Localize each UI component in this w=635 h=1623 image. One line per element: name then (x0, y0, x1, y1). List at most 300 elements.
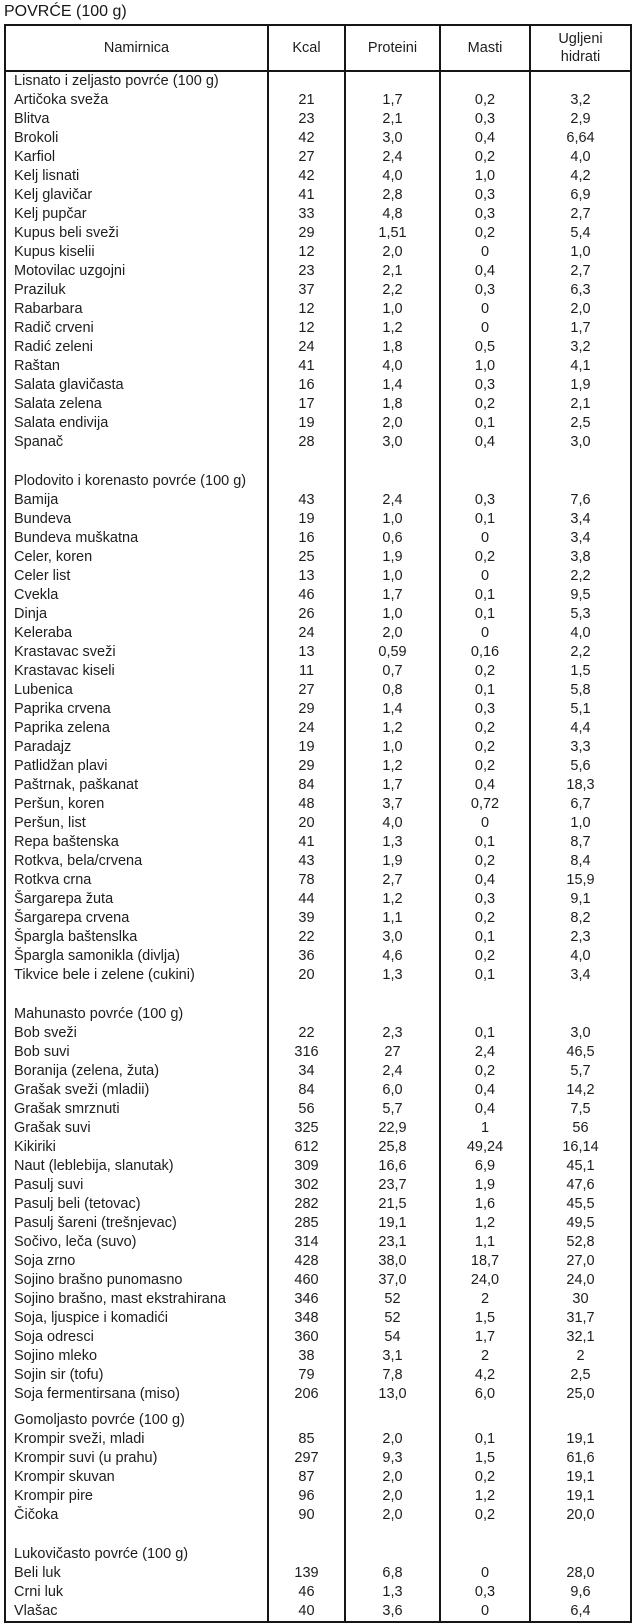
column-header-ugljeni-hidrati: Ugljeni hidrati (530, 25, 631, 71)
masti-cell: 0,1 (440, 510, 530, 529)
masti-cell: 0,2 (440, 719, 530, 738)
empty-cell (440, 1545, 530, 1564)
table-row (5, 833, 631, 852)
table-row (5, 624, 631, 643)
proteini-cell: 6,0 (345, 1081, 440, 1100)
food-name-cell: Šargarepa žuta (5, 890, 268, 909)
table-row (5, 1176, 631, 1195)
masti-cell: 0,3 (440, 491, 530, 510)
kcal-cell: 48 (268, 795, 345, 814)
kcal-cell: 316 (268, 1043, 345, 1062)
masti-cell: 0,2 (440, 224, 530, 243)
masti-cell: 49,24 (440, 1138, 530, 1157)
kcal-cell: 84 (268, 776, 345, 795)
empty-cell (530, 472, 631, 491)
ugljeni-hidrati-cell: 6,64 (530, 129, 631, 148)
masti-cell: 0,2 (440, 662, 530, 681)
table-row (5, 1157, 631, 1176)
food-name-cell: Lubenica (5, 681, 268, 700)
table-row (5, 1430, 631, 1449)
proteini-cell: 2,3 (345, 1024, 440, 1043)
proteini-cell: 23,7 (345, 1176, 440, 1195)
table-row (5, 110, 631, 129)
section-label-row (5, 1005, 631, 1024)
food-name-cell: Celer, koren (5, 548, 268, 567)
masti-cell: 0,2 (440, 1468, 530, 1487)
table-row (5, 1290, 631, 1309)
masti-cell: 0,4 (440, 1100, 530, 1119)
proteini-cell: 1,2 (345, 319, 440, 338)
ugljeni-hidrati-cell: 2,2 (530, 643, 631, 662)
table-header (5, 25, 631, 71)
table-row (5, 510, 631, 529)
masti-cell: 0 (440, 319, 530, 338)
empty-cell (5, 985, 268, 1005)
table-row (5, 966, 631, 985)
masti-cell: 0,4 (440, 433, 530, 452)
kcal-cell: 41 (268, 833, 345, 852)
ugljeni-hidrati-cell: 27,0 (530, 1252, 631, 1271)
proteini-cell: 27 (345, 1043, 440, 1062)
empty-cell (345, 452, 440, 472)
food-name-cell: Celer list (5, 567, 268, 586)
masti-cell: 0 (440, 567, 530, 586)
kcal-cell: 360 (268, 1328, 345, 1347)
kcal-cell: 90 (268, 1506, 345, 1525)
ugljeni-hidrati-cell: 4,0 (530, 148, 631, 167)
proteini-cell: 52 (345, 1290, 440, 1309)
ugljeni-hidrati-cell: 4,1 (530, 357, 631, 376)
table-row (5, 1062, 631, 1081)
ugljeni-hidrati-cell: 7,6 (530, 491, 631, 510)
masti-cell: 0,2 (440, 909, 530, 928)
table-row (5, 795, 631, 814)
kcal-cell: 12 (268, 243, 345, 262)
food-name-cell: Sojino brašno punomasno (5, 1271, 268, 1290)
ugljeni-hidrati-cell: 2,2 (530, 567, 631, 586)
food-name-cell: Blitva (5, 110, 268, 129)
kcal-cell: 612 (268, 1138, 345, 1157)
proteini-cell: 1,3 (345, 966, 440, 985)
page-title: POVRĆE (100 g) (4, 3, 127, 20)
masti-cell: 0,2 (440, 1062, 530, 1081)
ugljeni-hidrati-cell: 45,5 (530, 1195, 631, 1214)
masti-cell: 0,3 (440, 376, 530, 395)
empty-cell (440, 1525, 530, 1545)
empty-cell (268, 985, 345, 1005)
ugljeni-hidrati-cell: 3,4 (530, 510, 631, 529)
masti-cell: 0,2 (440, 738, 530, 757)
table-row (5, 871, 631, 890)
kcal-cell: 44 (268, 890, 345, 909)
kcal-cell: 12 (268, 319, 345, 338)
table-row (5, 1081, 631, 1100)
table-row (5, 1602, 631, 1622)
empty-cell (345, 985, 440, 1005)
proteini-cell: 1,2 (345, 890, 440, 909)
ugljeni-hidrati-cell: 6,9 (530, 186, 631, 205)
table-row (5, 928, 631, 947)
masti-cell: 18,7 (440, 1252, 530, 1271)
masti-cell: 0,1 (440, 928, 530, 947)
table-row (5, 91, 631, 110)
table-row (5, 129, 631, 148)
kcal-cell: 460 (268, 1271, 345, 1290)
ugljeni-hidrati-cell: 4,0 (530, 624, 631, 643)
proteini-cell: 2,1 (345, 110, 440, 129)
nutrition-table (4, 24, 632, 1623)
masti-cell: 0,4 (440, 871, 530, 890)
proteini-cell: 1,0 (345, 300, 440, 319)
proteini-cell: 1,2 (345, 757, 440, 776)
table-row (5, 1043, 631, 1062)
table-row (5, 1564, 631, 1583)
section-spacer (5, 452, 631, 472)
table-row (5, 719, 631, 738)
kcal-cell: 25 (268, 548, 345, 567)
proteini-cell: 6,8 (345, 1564, 440, 1583)
ugljeni-hidrati-cell: 3,4 (530, 529, 631, 548)
empty-cell (530, 452, 631, 472)
table-row (5, 186, 631, 205)
masti-cell: 0,1 (440, 605, 530, 624)
kcal-cell: 34 (268, 1062, 345, 1081)
ugljeni-hidrati-cell: 5,1 (530, 700, 631, 719)
proteini-cell: 1,2 (345, 719, 440, 738)
kcal-cell: 37 (268, 281, 345, 300)
kcal-cell: 87 (268, 1468, 345, 1487)
food-name-cell: Rabarbara (5, 300, 268, 319)
food-name-cell: Krastavac kiseli (5, 662, 268, 681)
proteini-cell: 3,7 (345, 795, 440, 814)
empty-cell (268, 1411, 345, 1430)
ugljeni-hidrati-cell: 3,2 (530, 338, 631, 357)
proteini-cell: 37,0 (345, 1271, 440, 1290)
food-name-cell: Kelj glavičar (5, 186, 268, 205)
food-name-cell: Bob suvi (5, 1043, 268, 1062)
table-row (5, 1506, 631, 1525)
ugljeni-hidrati-cell: 3,2 (530, 91, 631, 110)
ugljeni-hidrati-cell: 32,1 (530, 1328, 631, 1347)
masti-cell: 0,3 (440, 110, 530, 129)
proteini-cell: 2,1 (345, 262, 440, 281)
empty-cell (440, 71, 530, 91)
proteini-cell: 4,0 (345, 167, 440, 186)
food-name-cell: Kelj lisnati (5, 167, 268, 186)
ugljeni-hidrati-cell: 8,4 (530, 852, 631, 871)
ugljeni-hidrati-cell: 1,0 (530, 243, 631, 262)
table-row (5, 586, 631, 605)
proteini-cell: 25,8 (345, 1138, 440, 1157)
kcal-cell: 12 (268, 300, 345, 319)
kcal-cell: 26 (268, 605, 345, 624)
masti-cell: 0 (440, 529, 530, 548)
ugljeni-hidrati-cell: 49,5 (530, 1214, 631, 1233)
masti-cell: 0,1 (440, 1024, 530, 1043)
food-name-cell: Naut (leblebija, slanutak) (5, 1157, 268, 1176)
ugljeni-hidrati-cell: 31,7 (530, 1309, 631, 1328)
proteini-cell: 2,0 (345, 1487, 440, 1506)
kcal-cell: 46 (268, 1583, 345, 1602)
food-name-cell: Motovilac uzgojni (5, 262, 268, 281)
food-name-cell: Krompir sveži, mladi (5, 1430, 268, 1449)
section-spacer (5, 1525, 631, 1545)
ugljeni-hidrati-cell: 2 (530, 1347, 631, 1366)
empty-cell (268, 71, 345, 91)
empty-cell (440, 1005, 530, 1024)
masti-cell: 1,9 (440, 1176, 530, 1195)
ugljeni-hidrati-cell: 1,0 (530, 814, 631, 833)
kcal-cell: 285 (268, 1214, 345, 1233)
kcal-cell: 22 (268, 1024, 345, 1043)
food-name-cell: Čičoka (5, 1506, 268, 1525)
table-row (5, 1119, 631, 1138)
table-row (5, 376, 631, 395)
kcal-cell: 13 (268, 643, 345, 662)
kcal-cell: 96 (268, 1487, 345, 1506)
masti-cell: 0,2 (440, 852, 530, 871)
kcal-cell: 22 (268, 928, 345, 947)
kcal-cell: 33 (268, 205, 345, 224)
empty-cell (268, 1404, 345, 1411)
proteini-cell: 1,1 (345, 909, 440, 928)
section-label: Lisnato i zeljasto povrće (100 g) (5, 71, 268, 91)
empty-cell (5, 1404, 268, 1411)
masti-cell: 1,7 (440, 1328, 530, 1347)
masti-cell: 0,3 (440, 205, 530, 224)
ugljeni-hidrati-cell: 46,5 (530, 1043, 631, 1062)
proteini-cell: 7,8 (345, 1366, 440, 1385)
table-row (5, 433, 631, 452)
table-row (5, 1100, 631, 1119)
table-row (5, 1583, 631, 1602)
ugljeni-hidrati-cell: 2,5 (530, 1366, 631, 1385)
kcal-cell: 139 (268, 1564, 345, 1583)
ugljeni-hidrati-cell: 9,6 (530, 1583, 631, 1602)
ugljeni-hidrati-cell: 16,14 (530, 1138, 631, 1157)
masti-cell: 0,1 (440, 1430, 530, 1449)
kcal-cell: 11 (268, 662, 345, 681)
kcal-cell: 39 (268, 909, 345, 928)
table-row (5, 338, 631, 357)
masti-cell: 1,5 (440, 1309, 530, 1328)
food-name-cell: Kupus beli sveži (5, 224, 268, 243)
masti-cell: 0,4 (440, 262, 530, 281)
section-spacer (5, 985, 631, 1005)
proteini-cell: 21,5 (345, 1195, 440, 1214)
empty-cell (345, 1525, 440, 1545)
kcal-cell: 19 (268, 510, 345, 529)
kcal-cell: 348 (268, 1309, 345, 1328)
proteini-cell: 1,8 (345, 338, 440, 357)
table-row (5, 909, 631, 928)
kcal-cell: 29 (268, 224, 345, 243)
kcal-cell: 23 (268, 262, 345, 281)
masti-cell: 0,3 (440, 890, 530, 909)
food-name-cell: Brokoli (5, 129, 268, 148)
masti-cell: 0,2 (440, 91, 530, 110)
proteini-cell: 3,0 (345, 928, 440, 947)
table-body (5, 71, 631, 1622)
food-name-cell: Karfiol (5, 148, 268, 167)
table-row (5, 605, 631, 624)
kcal-cell: 16 (268, 376, 345, 395)
ugljeni-hidrati-cell: 1,9 (530, 376, 631, 395)
empty-cell (345, 472, 440, 491)
masti-cell: 2,4 (440, 1043, 530, 1062)
food-name-cell: Keleraba (5, 624, 268, 643)
ugljeni-hidrati-cell: 5,7 (530, 1062, 631, 1081)
table-row (5, 1347, 631, 1366)
kcal-cell: 43 (268, 491, 345, 510)
table-row (5, 1328, 631, 1347)
kcal-cell: 42 (268, 129, 345, 148)
masti-cell: 0,1 (440, 833, 530, 852)
table-row (5, 1252, 631, 1271)
masti-cell: 4,2 (440, 1366, 530, 1385)
kcal-cell: 38 (268, 1347, 345, 1366)
masti-cell: 0 (440, 814, 530, 833)
kcal-cell: 19 (268, 414, 345, 433)
food-name-cell: Praziluk (5, 281, 268, 300)
kcal-cell: 20 (268, 966, 345, 985)
ugljeni-hidrati-cell: 18,3 (530, 776, 631, 795)
section-label: Mahunasto povrće (100 g) (5, 1005, 268, 1024)
food-name-cell: Raštan (5, 357, 268, 376)
food-name-cell: Rotkva crna (5, 871, 268, 890)
proteini-cell: 1,7 (345, 776, 440, 795)
table-row (5, 567, 631, 586)
food-name-cell: Soja fermentirsana (miso) (5, 1385, 268, 1404)
proteini-cell: 1,51 (345, 224, 440, 243)
ugljeni-hidrati-cell: 25,0 (530, 1385, 631, 1404)
empty-cell (530, 1005, 631, 1024)
empty-cell (530, 985, 631, 1005)
ugljeni-hidrati-cell: 2,0 (530, 300, 631, 319)
proteini-cell: 3,6 (345, 1602, 440, 1622)
table-row (5, 814, 631, 833)
column-header-proteini: Proteini (345, 25, 440, 71)
proteini-cell: 1,9 (345, 852, 440, 871)
proteini-cell: 1,9 (345, 548, 440, 567)
empty-cell (440, 1411, 530, 1430)
food-name-cell: Kelj pupčar (5, 205, 268, 224)
kcal-cell: 346 (268, 1290, 345, 1309)
masti-cell: 1,0 (440, 357, 530, 376)
masti-cell: 1,6 (440, 1195, 530, 1214)
proteini-cell: 5,7 (345, 1100, 440, 1119)
kcal-cell: 36 (268, 947, 345, 966)
kcal-cell: 41 (268, 357, 345, 376)
masti-cell: 0,5 (440, 338, 530, 357)
proteini-cell: 38,0 (345, 1252, 440, 1271)
ugljeni-hidrati-cell: 19,1 (530, 1430, 631, 1449)
table-row (5, 890, 631, 909)
table-row (5, 357, 631, 376)
table-row (5, 852, 631, 871)
food-name-cell: Grašak sveži (mladii) (5, 1081, 268, 1100)
proteini-cell: 1,0 (345, 510, 440, 529)
table-row (5, 1233, 631, 1252)
ugljeni-hidrati-cell: 45,1 (530, 1157, 631, 1176)
ugljeni-hidrati-cell: 2,5 (530, 414, 631, 433)
kcal-cell: 21 (268, 91, 345, 110)
section-label-row (5, 1411, 631, 1430)
proteini-cell: 13,0 (345, 1385, 440, 1404)
masti-cell: 0,16 (440, 643, 530, 662)
proteini-cell: 0,8 (345, 681, 440, 700)
food-name-cell: Krompir pire (5, 1487, 268, 1506)
kcal-cell: 19 (268, 738, 345, 757)
masti-cell: 1 (440, 1119, 530, 1138)
proteini-cell: 1,3 (345, 1583, 440, 1602)
table-row (5, 529, 631, 548)
empty-cell (530, 1525, 631, 1545)
empty-cell (345, 1404, 440, 1411)
empty-cell (268, 1005, 345, 1024)
ugljeni-hidrati-cell: 1,5 (530, 662, 631, 681)
food-name-cell: Patlidžan plavi (5, 757, 268, 776)
food-name-cell: Tikvice bele i zelene (cukini) (5, 966, 268, 985)
proteini-cell: 1,4 (345, 376, 440, 395)
proteini-cell: 2,0 (345, 624, 440, 643)
kcal-cell: 41 (268, 186, 345, 205)
proteini-cell: 3,0 (345, 433, 440, 452)
kcal-cell: 79 (268, 1366, 345, 1385)
table-row (5, 319, 631, 338)
table-row (5, 643, 631, 662)
ugljeni-hidrati-cell: 2,9 (530, 110, 631, 129)
table-row (5, 548, 631, 567)
header-row (5, 25, 631, 71)
food-name-cell: Krastavac sveži (5, 643, 268, 662)
table-row (5, 1366, 631, 1385)
proteini-cell: 1,7 (345, 91, 440, 110)
proteini-cell: 2,4 (345, 491, 440, 510)
ugljeni-hidrati-cell: 56 (530, 1119, 631, 1138)
table-row (5, 1271, 631, 1290)
kcal-cell: 40 (268, 1602, 345, 1622)
table-row (5, 681, 631, 700)
proteini-cell: 2,0 (345, 1468, 440, 1487)
proteini-cell: 0,6 (345, 529, 440, 548)
empty-cell (440, 1404, 530, 1411)
ugljeni-hidrati-cell: 8,7 (530, 833, 631, 852)
kcal-cell: 29 (268, 700, 345, 719)
proteini-cell: 0,59 (345, 643, 440, 662)
proteini-cell: 1,0 (345, 738, 440, 757)
proteini-cell: 3,1 (345, 1347, 440, 1366)
empty-cell (345, 1005, 440, 1024)
column-header-masti: Masti (440, 25, 530, 71)
masti-cell: 0,2 (440, 947, 530, 966)
ugljeni-hidrati-cell: 6,7 (530, 795, 631, 814)
table-row (5, 300, 631, 319)
kcal-cell: 309 (268, 1157, 345, 1176)
food-name-cell: Pasulj suvi (5, 1176, 268, 1195)
proteini-cell: 4,0 (345, 814, 440, 833)
masti-cell: 0 (440, 243, 530, 262)
masti-cell: 6,0 (440, 1385, 530, 1404)
ugljeni-hidrati-cell: 6,4 (530, 1602, 631, 1622)
proteini-cell: 1,4 (345, 700, 440, 719)
kcal-cell: 46 (268, 586, 345, 605)
proteini-cell: 9,3 (345, 1449, 440, 1468)
ugljeni-hidrati-cell: 14,2 (530, 1081, 631, 1100)
ugljeni-hidrati-cell: 3,8 (530, 548, 631, 567)
ugljeni-hidrati-cell: 20,0 (530, 1506, 631, 1525)
proteini-cell: 4,6 (345, 947, 440, 966)
